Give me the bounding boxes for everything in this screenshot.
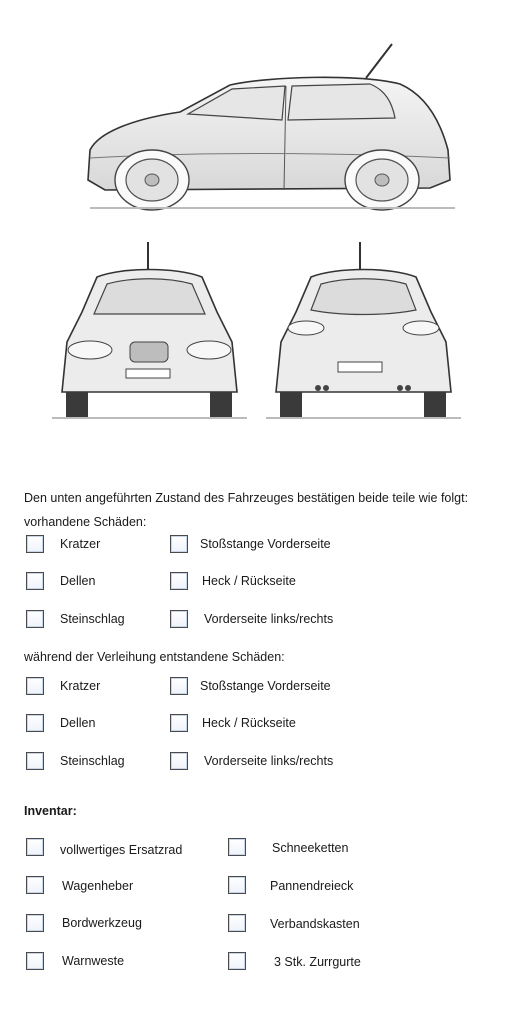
inventory-checkbox-wagenheber[interactable] <box>26 876 44 894</box>
inventory-label-ersatzrad: vollwertiges Ersatzrad <box>60 843 183 857</box>
inventory-checkbox-warnweste[interactable] <box>26 952 44 970</box>
rental-checkbox-stossstange[interactable] <box>170 677 188 695</box>
rental-damages-heading: während der Verleihung entstandene Schäden: <box>24 650 285 664</box>
inventory-label-zurrgurte: 3 Stk. Zurrgurte <box>274 955 361 969</box>
inventory-heading: Inventar: <box>24 804 77 818</box>
existing-damages-heading: vorhandene Schäden: <box>24 515 147 529</box>
existing-label-stossstange: Stoßstange Vorderseite <box>200 537 331 551</box>
intro-text: Den unten angeführten Zustand des Fahrzeuges bestätigen beide teile wie folgt: <box>24 491 469 505</box>
rental-label-heck: Heck / Rückseite <box>202 716 296 730</box>
inventory-label-bordwerkzeug: Bordwerkzeug <box>62 916 142 930</box>
rental-label-stossstange: Stoßstange Vorderseite <box>200 679 331 693</box>
existing-checkbox-dellen[interactable] <box>26 572 44 590</box>
rental-label-vorderseite: Vorderseite links/rechts <box>204 754 334 768</box>
inventory-label-wagenheber: Wagenheber <box>62 879 134 893</box>
rental-label-steinschlag: Steinschlag <box>60 754 125 768</box>
existing-checkbox-steinschlag[interactable] <box>26 610 44 628</box>
rental-checkbox-kratzer[interactable] <box>26 677 44 695</box>
existing-label-vorderseite: Vorderseite links/rechts <box>204 612 334 626</box>
existing-label-dellen: Dellen <box>60 574 96 588</box>
inventory-checkbox-pannendreieck[interactable] <box>228 876 246 894</box>
inventory-label-verbandskasten: Verbandskasten <box>270 917 360 931</box>
inventory-label-pannendreieck: Pannendreieck <box>270 879 354 893</box>
rental-checkbox-dellen[interactable] <box>26 714 44 732</box>
rental-checkbox-heck[interactable] <box>170 714 188 732</box>
car-front-view-icon <box>52 242 247 422</box>
inventory-checkbox-ersatzrad[interactable] <box>26 838 44 856</box>
existing-checkbox-stossstange[interactable] <box>170 535 188 553</box>
inventory-checkbox-verbandskasten[interactable] <box>228 914 246 932</box>
rental-checkbox-steinschlag[interactable] <box>26 752 44 770</box>
inventory-label-warnweste: Warnweste <box>62 954 125 968</box>
inventory-label-schneeketten: Schneeketten <box>272 841 349 855</box>
vehicle-diagrams <box>0 0 512 460</box>
car-side-view-icon <box>70 40 460 215</box>
existing-label-steinschlag: Steinschlag <box>60 612 125 626</box>
rental-label-kratzer: Kratzer <box>60 679 101 693</box>
rental-label-dellen: Dellen <box>60 716 96 730</box>
car-rear-view-icon <box>266 242 461 422</box>
existing-checkbox-kratzer[interactable] <box>26 535 44 553</box>
existing-checkbox-heck[interactable] <box>170 572 188 590</box>
inventory-checkbox-schneeketten[interactable] <box>228 838 246 856</box>
inventory-checkbox-zurrgurte[interactable] <box>228 952 246 970</box>
existing-label-heck: Heck / Rückseite <box>202 574 296 588</box>
existing-label-kratzer: Kratzer <box>60 537 101 551</box>
existing-checkbox-vorderseite[interactable] <box>170 610 188 628</box>
inventory-checkbox-bordwerkzeug[interactable] <box>26 914 44 932</box>
rental-checkbox-vorderseite[interactable] <box>170 752 188 770</box>
